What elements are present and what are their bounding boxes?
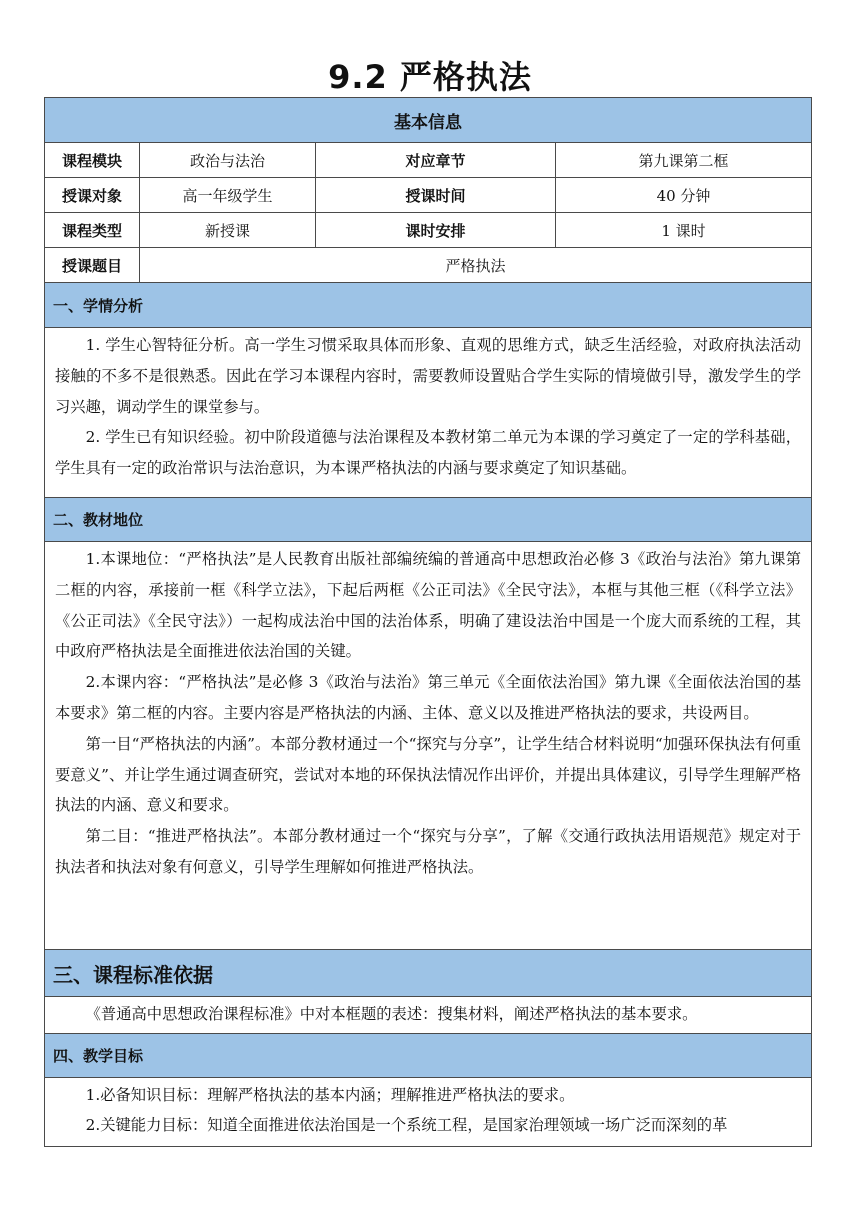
section-body-student-analysis <box>45 328 812 498</box>
section-body-teaching-goals <box>45 1078 812 1147</box>
paragraph: 第二目：“推进严格执法”。本部分教材通过一个“探究与分享”，了解《交通行政执法用语规范》规定对于执法者和执法对象有何意义，引导学生理解如何推进严格执法。 <box>55 827 801 876</box>
course-type-label: 课程类型 <box>45 213 140 248</box>
paragraph: 1.本课地位：“严格执法”是人民教育出版社部编统编的普通高中思想政治必修 3《政治与法治》第九课第二框的内容，承接前一框《科学立法》，下起后两框《公正司法》《全民守法》，本框与其他三框（《科学立法》《公正司法》《全民守法》）一起构成法治中国的法治体系，明确了建设法治中国是一个庞大而系统的工程，其中政府严格执法是全面推进依法治国的关键。 <box>55 550 801 661</box>
info-row <box>45 213 812 248</box>
course-module-value: 政治与法治 <box>140 143 316 178</box>
chapter-label: 对应章节 <box>316 143 556 178</box>
info-row <box>45 178 812 213</box>
info-row <box>45 248 812 283</box>
audience-value: 高一年级学生 <box>140 178 316 213</box>
paragraph: 1. 学生心智特征分析。高一学生习惯采取具体而形象、直观的思维方式，缺乏生活经验，对政府执法活动接触的不多不是很熟悉。因此在学习本课程内容时，需要教师设置贴合学生实际的情境做引导，激发学生的学习兴趣，调动学生的课堂参与。 <box>55 336 801 416</box>
section-heading-student-analysis: 一、学情分析 <box>45 283 812 328</box>
duration-label: 授课时间 <box>316 178 556 213</box>
section-heading-teaching-goals: 四、教学目标 <box>45 1034 812 1078</box>
audience-label: 授课对象 <box>45 178 140 213</box>
section-heading-curriculum-standard: 三、课程标准依据 <box>45 950 812 997</box>
schedule-value: 1 课时 <box>556 213 812 248</box>
section-body-textbook-position <box>45 542 812 950</box>
course-module-label: 课程模块 <box>45 143 140 178</box>
paragraph: 第一目“严格执法的内涵”。本部分教材通过一个“探究与分享”，让学生结合材料说明“加强环保执法有何重要意义”、并让学生通过调查研究，尝试对本地的环保执法情况作出评价，并提出具体建议，引导学生理解严格执法的内涵、意义和要求。 <box>55 734 801 815</box>
schedule-label: 课时安排 <box>316 213 556 248</box>
basic-info-header: 基本信息 <box>45 98 812 143</box>
topic-value: 严格执法 <box>140 248 812 283</box>
section-heading-textbook-position: 二、教材地位 <box>45 498 812 542</box>
course-type-value: 新授课 <box>140 213 316 248</box>
duration-value: 40 分钟 <box>556 178 812 213</box>
lesson-plan-table <box>44 97 812 1147</box>
paragraph: 1.必备知识目标：理解严格执法的基本内涵；理解推进严格执法的要求。 <box>85 1086 575 1104</box>
paragraph: 2. 学生已有知识经验。初中阶段道德与法治课程及本教材第二单元为本课的学习奠定了一定的学科基础，学生具有一定的政治常识与法治意识，为本课严格执法的内涵与要求奠定了知识基础。 <box>55 428 801 478</box>
paragraph: 《普通高中思想政治课程标准》中对本框题的表述：搜集材料，阐述严格执法的基本要求。 <box>85 1005 698 1023</box>
paragraph: 2.本课内容：“严格执法”是必修 3《政治与法治》第三单元《全面依法治国》第九课《全面依法治国的基本要求》第二框的内容。主要内容是严格执法的内涵、主体、意义以及推进严格执法的要求，共设两目。 <box>55 673 801 722</box>
topic-label: 授课题目 <box>45 248 140 283</box>
chapter-value: 第九课第二框 <box>556 143 812 178</box>
paragraph: 2.关键能力目标：知道全面推进依法治国是一个系统工程，是国家治理领域一场广泛而深刻的革 <box>85 1116 728 1134</box>
page-title: 9.2 严格执法 <box>328 58 532 96</box>
section-body-curriculum-standard <box>45 997 812 1034</box>
info-row <box>45 143 812 178</box>
